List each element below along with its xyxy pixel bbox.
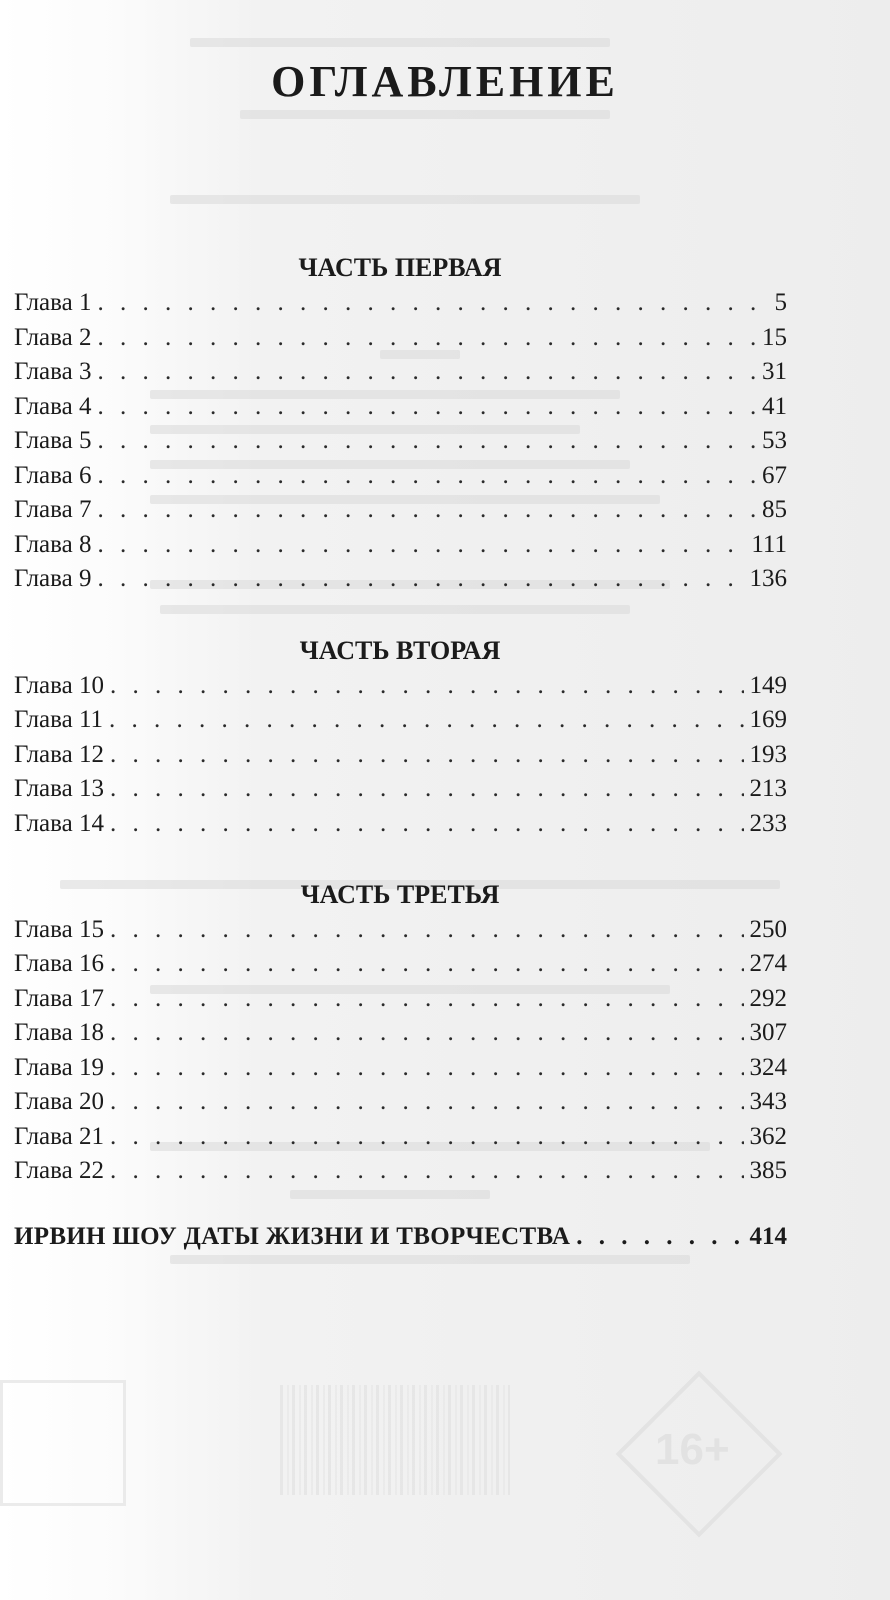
toc-row[interactable]: [14, 1016, 787, 1050]
show-through-line: [170, 1255, 690, 1264]
page-number: 53: [762, 427, 787, 454]
chapter-label: Глава 20: [14, 1088, 104, 1115]
chapter-label: Глава 8: [14, 531, 92, 558]
toc-row[interactable]: [14, 738, 787, 772]
chapter-label: Глава 12: [14, 741, 104, 768]
toc-row[interactable]: [14, 772, 787, 806]
chapter-label: Глава 4: [14, 393, 92, 420]
page-number: 41: [762, 393, 787, 420]
page-number: 136: [749, 565, 787, 592]
chapter-label: Глава 21: [14, 1123, 104, 1150]
dot-leader: [110, 807, 744, 841]
dot-leader: [110, 669, 744, 703]
dot-leader: [110, 1051, 744, 1085]
chapter-label: Глава 18: [14, 1019, 104, 1046]
chapter-label: Глава 14: [14, 810, 104, 837]
page-number: 274: [749, 950, 787, 977]
page-number: 111: [751, 531, 787, 558]
toc-row[interactable]: [14, 1085, 787, 1119]
chapter-label: Глава 6: [14, 462, 92, 489]
show-through-line: [170, 195, 640, 204]
chapter-label: Глава 13: [14, 775, 104, 802]
page-number: 385: [749, 1157, 787, 1184]
toc-row[interactable]: [14, 493, 787, 527]
show-through-qr: [0, 1380, 126, 1506]
toc-row[interactable]: [14, 669, 787, 703]
show-through-line: [290, 1190, 490, 1199]
page-number: 324: [749, 1054, 787, 1081]
dot-leader: [97, 493, 756, 527]
page-number: 250: [749, 916, 787, 943]
dot-leader: [110, 772, 744, 806]
page-number: 343: [749, 1088, 787, 1115]
page-number: 85: [762, 496, 787, 523]
toc-row[interactable]: [14, 1120, 787, 1154]
page-number: 233: [749, 810, 787, 837]
chapter-label: Глава 16: [14, 950, 104, 977]
chapter-label: Глава 19: [14, 1054, 104, 1081]
dot-leader: [110, 947, 744, 981]
chapter-label: Глава 3: [14, 358, 92, 385]
chapter-label: Глава 11: [14, 706, 104, 733]
dot-leader: [110, 982, 744, 1016]
toc-row[interactable]: [14, 355, 787, 389]
toc-row[interactable]: [14, 703, 787, 737]
dot-leader: [110, 1016, 744, 1050]
toc-row[interactable]: [14, 913, 787, 947]
page-number: 292: [749, 985, 787, 1012]
toc-row[interactable]: [14, 1154, 787, 1188]
dot-leader: [97, 321, 756, 355]
chapter-label: Глава 5: [14, 427, 92, 454]
page-number: 193: [749, 741, 787, 768]
page-number: 31: [762, 358, 787, 385]
dot-leader: [97, 459, 756, 493]
toc-row[interactable]: [14, 982, 787, 1016]
chapter-label: Глава 9: [14, 565, 92, 592]
chapter-label: Глава 2: [14, 324, 92, 351]
dot-leader: [110, 738, 744, 772]
dot-leader: [576, 1218, 743, 1256]
show-through-line: [160, 605, 630, 614]
dot-leader: [110, 1154, 744, 1188]
dot-leader: [97, 286, 768, 320]
show-through-line: [190, 38, 610, 47]
page-number: 307: [749, 1019, 787, 1046]
page-number: 213: [749, 775, 787, 802]
toc-row[interactable]: [14, 562, 787, 596]
dot-leader: [97, 528, 745, 562]
toc-row[interactable]: [14, 321, 787, 355]
page-number: 362: [749, 1123, 787, 1150]
dot-leader: [97, 390, 756, 424]
toc-row[interactable]: [14, 807, 787, 841]
show-through-barcode: [280, 1385, 510, 1495]
page-number: 169: [749, 706, 787, 733]
page-number: 15: [762, 324, 787, 351]
dot-leader: [97, 562, 743, 596]
dot-leader: [109, 703, 743, 737]
chapter-label: Глава 7: [14, 496, 92, 523]
toc-row[interactable]: [14, 528, 787, 562]
chapter-label: Глава 22: [14, 1157, 104, 1184]
part-heading-2: ЧАСТЬ ВТОРАЯ: [299, 636, 501, 665]
part-heading-1: ЧАСТЬ ПЕРВАЯ: [298, 253, 502, 282]
dot-leader: [97, 355, 756, 389]
toc-row[interactable]: [14, 286, 787, 320]
chapter-label: Глава 10: [14, 672, 104, 699]
toc-row[interactable]: [14, 459, 787, 493]
toc-title: ОГЛАВЛЕНИЕ: [271, 57, 619, 106]
dot-leader: [110, 913, 744, 947]
appendix-label: ИРВИН ШОУ ДАТЫ ЖИЗНИ И ТВОРЧЕСТВА: [14, 1223, 571, 1250]
dot-leader: [110, 1120, 744, 1154]
toc-row[interactable]: [14, 1051, 787, 1085]
page-number: 414: [749, 1223, 787, 1250]
page-number: 149: [749, 672, 787, 699]
show-through-age-rating-text: 16+: [655, 1425, 730, 1474]
toc-row[interactable]: [14, 424, 787, 458]
dot-leader: [110, 1085, 744, 1119]
toc-row[interactable]: [14, 390, 787, 424]
part-heading-3: ЧАСТЬ ТРЕТЬЯ: [300, 880, 500, 909]
chapter-label: Глава 15: [14, 916, 104, 943]
page-number: 67: [762, 462, 787, 489]
toc-row[interactable]: [14, 947, 787, 981]
page-number: 5: [774, 289, 787, 316]
chapter-label: Глава 17: [14, 985, 104, 1012]
appendix-row[interactable]: [14, 1218, 787, 1256]
dot-leader: [97, 424, 756, 458]
chapter-label: Глава 1: [14, 289, 92, 316]
